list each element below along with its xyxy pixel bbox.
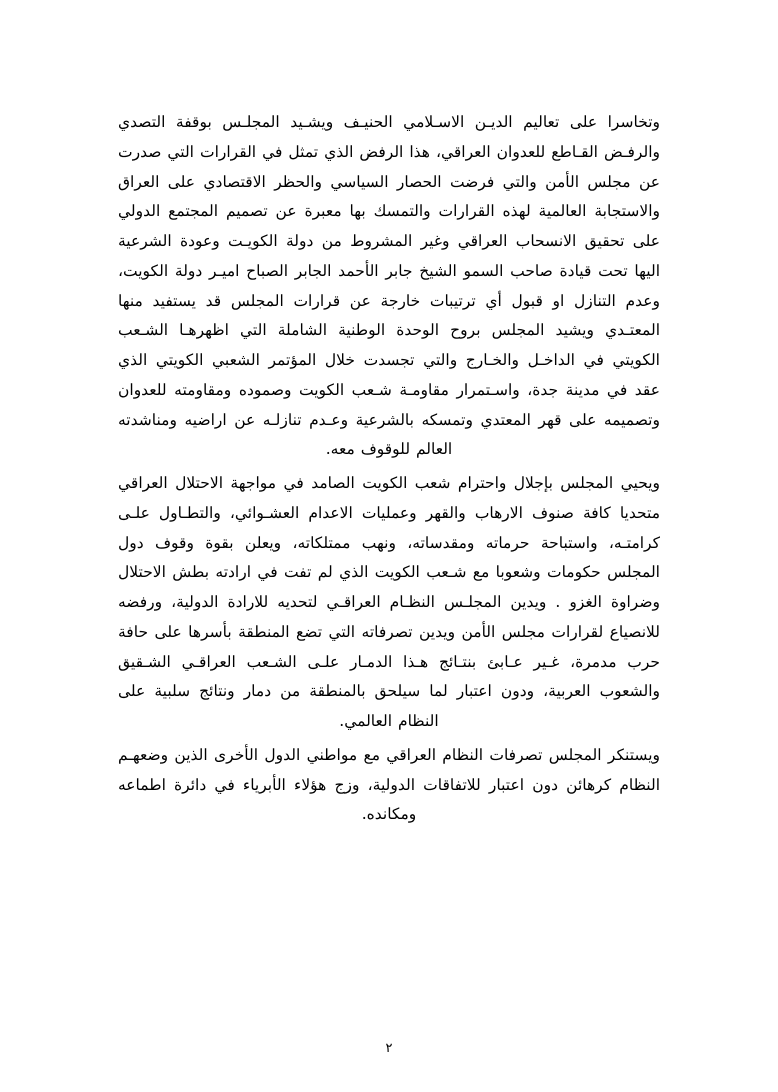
document-body	[118, 108, 660, 830]
paragraph-3: ويستنكر المجلس تصرفات النظام العراقي مع مواطني الدول الأخرى الذين وضعهـم النظام كرهائن دون اعتبار للاتفاقات الدولية، وزج هؤلاء الأبرياء في دائرة اطماعه ومكانده.	[118, 745, 660, 824]
page-number: ٢	[385, 1041, 393, 1056]
paragraph-1: وتخاسرا على تعاليم الديـن الاسـلامي الحنيـف ويشـيد المجلـس بوقفة التصدي والرفـض القـاطع للعدوان العراقي، هذا الرفض الذي تمثل في القرارات التي صدرت عن مجلس الأمن والتي فرضت الحصار السياسي والحظر الاقتصادي على العراق والاستجابة العالمية لهذه القرارات والتمسك بها معبرة عن تصميم المجتمع الدولي على تحقيق الانسحاب العراقي وغير المشروط من دولة الكويـت وعودة الشرعية اليها تحت قيادة صاحب السمو الشيخ جابر الأحمد الجابر الصباح اميـر دولة الكويت، وعدم التنازل او قبول أي ترتيبات خارجة عن قرارات المجلس قد يستفيد منها المعتـدي ويشيد المجلس بروح الوحدة الوطنية الشاملة التي اظهرهـا الشـعب الكويتي في الداخـل والخـارج والتي تجسدت خلال المؤتمر الشعبي الكويتي الذي عقد في مدينة جدة، واسـتمرار مقاومـة شـعب الكويت وصموده ومقاومته للعدوان وتصميمه على قهر المعتدي وتمسكه بالشرعية وعـدم تنازلـه عن اراضيه ومناشدته العالم للوقوف معه.	[118, 113, 660, 459]
paragraph-2: ويحيي المجلس بإجلال واحترام شعب الكويت الصامد في مواجهة الاحتلال العراقي متحديا كافة صنوف الارهاب والقهر وعمليات الاعدام العشـوائي، والتطـاول علـى كرامتـه، واستباحة حرماته ومقدساته، ونهب ممتلكاته، ويعلن بقوة وقوف دول المجلس حكومات وشعوبا مع شـعب الكويت الذي لم تفت في ارادته بطش الاحتلال وضراوة الغزو . ويدين المجلـس النظـام العراقـي لتحديه للارادة الدولية، ورفضه للانصياع لقرارات مجلس الأمن ويدين تصرفاته التي تضع المنطقة بأسرها على حافة حرب مدمرة، غـير عـابئ بنتـائج هـذا الدمـار علـى الشـعب العراقـي الشـقيق والشعوب العربية، ودون اعتبار لما سيلحق بالمنطقة من دمار ونتائج سلبية على النظام العالمي.	[118, 474, 660, 730]
